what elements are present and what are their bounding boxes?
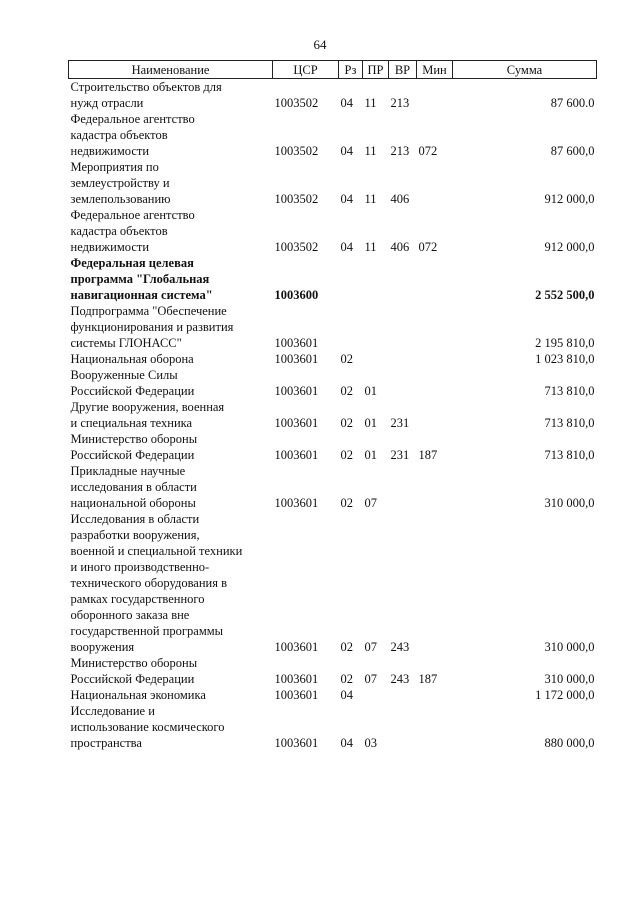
- row-min: 187: [418, 448, 438, 462]
- table-row: [69, 687, 597, 703]
- table-row: [69, 703, 597, 751]
- row-name: Мероприятия по землеустройству и землепользованию: [70, 160, 171, 206]
- row-csr: 1003601: [274, 736, 319, 750]
- row-min: 072: [418, 144, 438, 158]
- row-pr: [363, 351, 389, 367]
- row-vr: [389, 463, 417, 511]
- row-rz: 02: [340, 640, 353, 654]
- row-pr: 07: [364, 496, 377, 510]
- header-min: Мин: [417, 61, 453, 79]
- row-name: Исследование и использование космического пространства: [70, 704, 225, 750]
- table-row: [69, 207, 597, 255]
- row-pr: [363, 255, 389, 303]
- row-min: [417, 303, 453, 351]
- header-rz: Рз: [339, 61, 363, 79]
- row-vr: 406: [390, 192, 410, 206]
- row-name: Исследования в области разработки вооружения, военной и специальной техники и иного производственно- технического оборудования в рамках государственного оборонного заказа вне государственной программы вооружения: [70, 512, 243, 654]
- row-pr: 11: [364, 240, 377, 254]
- row-sum: 912 000,0: [544, 240, 595, 254]
- row-sum: 310 000,0: [544, 640, 595, 654]
- row-pr: 11: [364, 96, 377, 110]
- table-row: [69, 159, 597, 207]
- row-name: Федеральное агентство кадастра объектов недвижимости: [70, 112, 195, 158]
- row-rz: 04: [340, 736, 353, 750]
- row-rz: 02: [340, 448, 353, 462]
- header-vr: ВР: [389, 61, 417, 79]
- row-vr: [389, 703, 417, 751]
- row-sum: 912 000,0: [544, 192, 595, 206]
- row-vr: [389, 367, 417, 399]
- row-csr: 1003601: [274, 496, 319, 510]
- row-csr: 1003601: [274, 384, 319, 398]
- row-csr: 1003601: [274, 448, 319, 462]
- row-csr: 1003502: [274, 240, 319, 254]
- budget-sheet: [68, 60, 596, 751]
- row-pr: 07: [364, 672, 377, 686]
- row-pr: 01: [364, 384, 377, 398]
- row-vr: 231: [390, 416, 410, 430]
- table-row: [69, 255, 597, 303]
- row-sum: 713 810,0: [544, 448, 595, 462]
- row-rz: 04: [340, 96, 353, 110]
- row-name: Вооруженные Силы Российской Федерации: [70, 368, 195, 398]
- row-pr: 01: [364, 416, 377, 430]
- row-min: [417, 687, 453, 703]
- row-pr: 03: [364, 736, 377, 750]
- row-name: Министерство обороны Российской Федерации: [70, 432, 198, 462]
- row-rz: 04: [340, 192, 353, 206]
- row-name: Министерство обороны Российской Федерации: [70, 656, 198, 686]
- row-csr: 1003600: [274, 288, 319, 302]
- header-pr: ПР: [363, 61, 389, 79]
- row-sum: 1 023 810,0: [535, 352, 595, 366]
- row-sum: 87 600,0: [550, 144, 595, 158]
- header-row: [69, 61, 597, 79]
- budget-table: [68, 60, 597, 751]
- row-sum: 713 810,0: [544, 416, 595, 430]
- row-rz: [339, 303, 363, 351]
- row-sum: 880 000,0: [544, 736, 595, 750]
- row-csr: 1003502: [274, 192, 319, 206]
- row-name: Строительство объектов для нужд отрасли: [70, 80, 222, 110]
- row-vr: 213: [390, 96, 410, 110]
- page-number: 64: [313, 37, 327, 52]
- table-row: [69, 399, 597, 431]
- row-sum: 310 000,0: [544, 672, 595, 686]
- table-row: [69, 303, 597, 351]
- table-row: [69, 511, 597, 655]
- row-pr: 11: [364, 144, 377, 158]
- table-row: [69, 367, 597, 399]
- table-body: [69, 79, 597, 752]
- row-pr: 11: [364, 192, 377, 206]
- row-rz: 02: [340, 352, 353, 366]
- row-vr: 231: [390, 448, 410, 462]
- row-min: [417, 511, 453, 655]
- header-sum: Сумма: [453, 61, 597, 79]
- row-name: Федеральная целевая программа "Глобальная навигационная система": [70, 256, 213, 302]
- row-min: [417, 255, 453, 303]
- row-min: [417, 399, 453, 431]
- row-vr: [389, 255, 417, 303]
- row-name: Другие вооружения, военная и специальная техника: [70, 400, 225, 430]
- row-sum: 713 810,0: [544, 384, 595, 398]
- row-csr: 1003601: [274, 640, 319, 654]
- row-min: [417, 463, 453, 511]
- row-rz: 02: [340, 384, 353, 398]
- row-vr: 213: [390, 144, 410, 158]
- row-name: Прикладные научные исследования в области национальной обороны: [70, 464, 197, 510]
- row-rz: 04: [340, 688, 353, 702]
- row-min: [417, 79, 453, 112]
- row-pr: [363, 687, 389, 703]
- table-row: [69, 655, 597, 687]
- row-csr: 1003601: [274, 352, 319, 366]
- row-csr: 1003502: [274, 144, 319, 158]
- row-vr: [389, 351, 417, 367]
- row-pr: 01: [364, 448, 377, 462]
- row-min: [417, 159, 453, 207]
- row-csr: 1003601: [274, 416, 319, 430]
- row-csr: 1003502: [274, 96, 319, 110]
- row-csr: 1003601: [274, 688, 319, 702]
- row-name: Федеральное агентство кадастра объектов недвижимости: [70, 208, 195, 254]
- header-csr: ЦСР: [273, 61, 339, 79]
- row-rz: 02: [340, 416, 353, 430]
- row-sum: 1 172 000,0: [535, 688, 595, 702]
- row-min: [417, 703, 453, 751]
- row-rz: 02: [340, 672, 353, 686]
- row-min: 187: [418, 672, 438, 686]
- row-min: [417, 351, 453, 367]
- row-name: Подпрограмма "Обеспечение функционирования и развития системы ГЛОНАСС": [70, 304, 234, 350]
- table-row: [69, 463, 597, 511]
- row-pr: 07: [364, 640, 377, 654]
- row-rz: 04: [340, 144, 353, 158]
- row-rz: [339, 255, 363, 303]
- row-min: 072: [418, 240, 438, 254]
- row-name: Национальная экономика: [70, 688, 206, 702]
- row-rz: 02: [340, 496, 353, 510]
- row-name: Национальная оборона: [70, 352, 194, 366]
- row-sum: 310 000,0: [544, 496, 595, 510]
- row-min: [417, 367, 453, 399]
- row-csr: 1003601: [274, 672, 319, 686]
- row-vr: [389, 687, 417, 703]
- row-vr: [389, 303, 417, 351]
- row-sum: 2 552 500,0: [535, 288, 595, 302]
- table-row: [69, 111, 597, 159]
- row-rz: 04: [340, 240, 353, 254]
- row-vr: 406: [390, 240, 410, 254]
- table-header: [69, 61, 597, 79]
- row-vr: 243: [390, 672, 410, 686]
- row-sum: 87 600.0: [550, 96, 595, 110]
- row-csr: 1003601: [274, 336, 319, 350]
- header-name: Наименование: [69, 61, 273, 79]
- table-row: [69, 351, 597, 367]
- row-pr: [363, 303, 389, 351]
- table-row: [69, 431, 597, 463]
- row-vr: 243: [390, 640, 410, 654]
- table-row: [69, 79, 597, 112]
- row-sum: 2 195 810,0: [535, 336, 595, 350]
